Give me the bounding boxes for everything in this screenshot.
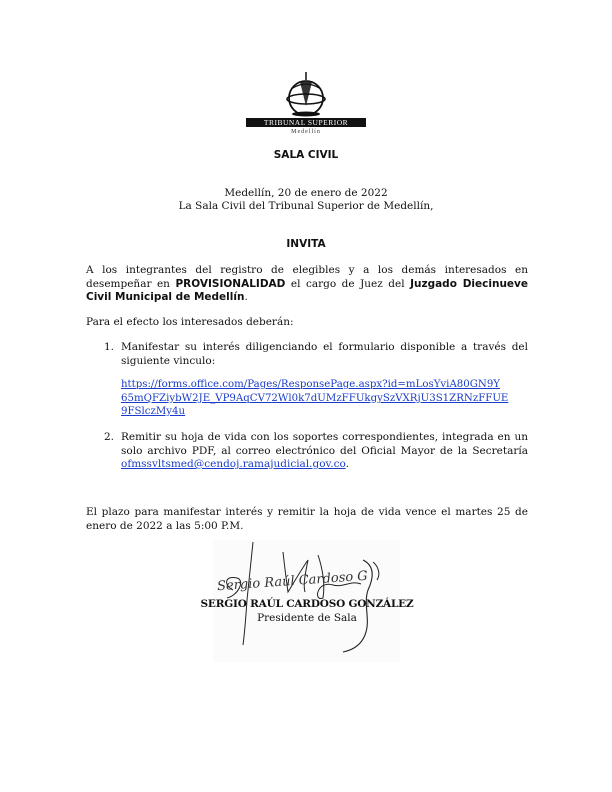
deadline-paragraph: El plazo para manifestar interés y remitir la hoja de vida vence el martes 25 de enero de 2022 a las 5:00 P.M. — [86, 506, 528, 532]
effect-line: Para el efecto los interesados deberán: — [86, 316, 294, 328]
form-link-line-1[interactable]: https://forms.office.com/Pages/ResponsePage.aspx?id=mLosYviA80GN9Y — [121, 379, 501, 390]
form-link-line-2[interactable]: 65mQFZiybW2JE_VP9AqCV72Wl0k7dUMzFFUkgySzVXRjU3S1ZRNzFFUE — [121, 393, 509, 404]
page-title: SALA CIVIL — [273, 149, 339, 161]
logo-city: Medellín — [291, 129, 321, 135]
court-name: Juzgado Diecinueve Civil Municipal de Medellín — [86, 277, 529, 303]
signer-name: SERGIO RAÚL CARDOSO GONZÁLEZ — [200, 598, 414, 610]
intro-paragraph — [86, 264, 528, 305]
item-2-number: 2. — [104, 431, 115, 443]
email-link[interactable]: ofmssvltsmed@cendoj.ramajudicial.gov.co — [121, 458, 346, 470]
intro-end: . — [244, 291, 248, 303]
date-line: Medellín, 20 de enero de 2022 — [224, 187, 388, 199]
tribunal-logo — [246, 70, 366, 140]
chamber-line: La Sala Civil del Tribunal Superior de Medellín, — [178, 200, 434, 212]
provisional-label: PROVISIONALIDAD — [175, 277, 286, 290]
logo-band — [246, 118, 366, 127]
item-2-body: Remitir su hoja de vida con los soportes correspondientes, integrada en un solo archivo PDF, al correo electrónico del Oficial Mayor de la Secretaría — [121, 431, 528, 457]
logo-band-text: TRIBUNAL SUPERIOR — [263, 118, 349, 127]
item-2-text — [121, 431, 528, 472]
signer-role: Presidente de Sala — [257, 612, 357, 624]
form-link-line-3[interactable]: 9FSlczMy4u — [121, 406, 186, 417]
item-1-text: Manifestar su interés diligenciando el formulario disponible a través del siguiente vinculo: — [121, 341, 528, 367]
invita-heading: INVITA — [286, 238, 326, 250]
globe-emblem-icon — [246, 70, 366, 120]
intro-text-2: el cargo de Juez del — [285, 277, 411, 290]
signature-script: Sergio Raúl Cardoso G — [216, 568, 369, 595]
item-2-end: . — [345, 458, 349, 470]
intro-text-1: A los integrantes del registro de elegibles y a los demás interesados en desempeñar en — [86, 264, 528, 290]
item-1-number: 1. — [104, 341, 115, 353]
